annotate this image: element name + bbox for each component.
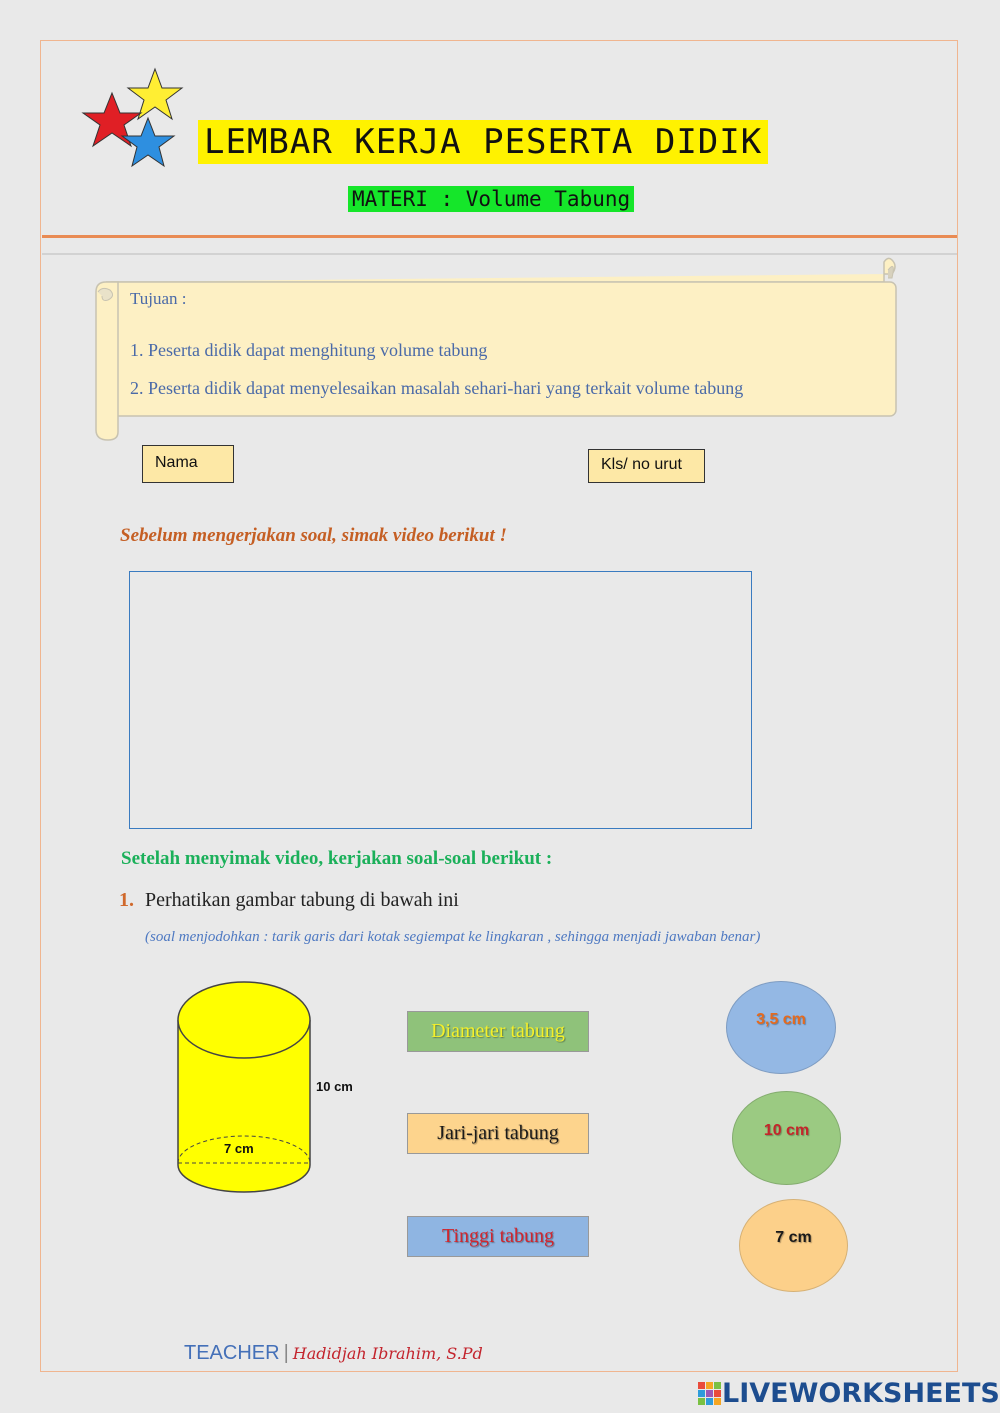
goal-item: 1. Peserta didik dapat menghitung volume tabung	[130, 340, 488, 360]
header-divider-secondary	[42, 253, 957, 255]
cylinder-height-label: 10 cm	[316, 1079, 353, 1094]
liveworksheets-logo[interactable]	[698, 1378, 1000, 1409]
goal-item: 2. Peserta didik dapat menyelesaikan masalah sehari-hari yang terkait volume tabung	[130, 378, 744, 398]
answer-circle[interactable]: 10 cm	[732, 1091, 841, 1185]
question-note: (soal menjodohkan : tarik garis dari kotak segiempat ke lingkaran , sehingga menjadi jawaban benar)	[145, 929, 761, 945]
cylinder-diameter-label: 7 cm	[224, 1141, 254, 1156]
liveworksheets-wordmark: LIVEWORKSHEETS	[722, 1378, 1000, 1409]
question-text: Perhatikan gambar tabung di bawah ini	[145, 889, 459, 911]
label-diameter[interactable]: Diameter tabung	[407, 1011, 589, 1052]
video-player[interactable]	[129, 571, 752, 829]
kelas-field[interactable]: Kls/ no urut	[588, 449, 705, 483]
question-number: 1.	[119, 889, 134, 911]
teacher-credit	[184, 1342, 483, 1365]
answer-circle[interactable]: 3,5 cm	[726, 981, 836, 1074]
soal-instruction: Setelah menyimak video, kerjakan soal-soal berikut :	[121, 848, 553, 869]
teacher-separator: |	[283, 1342, 289, 1364]
stars-logo	[78, 66, 188, 178]
nama-field[interactable]: Nama	[142, 445, 234, 483]
teacher-name: Hadidjah Ibrahim, S.Pd	[292, 1344, 483, 1363]
liveworksheets-grid-icon	[698, 1382, 722, 1406]
video-instruction: Sebelum mengerjakan soal, simak video berikut !	[120, 525, 507, 546]
blue-star-icon	[122, 118, 174, 166]
tujuan-heading: Tujuan :	[130, 289, 187, 308]
label-tinggi[interactable]: Tinggi tabung	[407, 1216, 589, 1257]
teacher-label: TEACHER	[184, 1342, 280, 1364]
answer-circle[interactable]: 7 cm	[739, 1199, 848, 1292]
yellow-star-icon	[128, 69, 182, 119]
worksheet-title: LEMBAR KERJA PESERTA DIDIK	[198, 120, 768, 164]
label-jari-jari[interactable]: Jari-jari tabung	[407, 1113, 589, 1154]
header-divider	[42, 235, 957, 238]
cylinder-figure	[170, 975, 370, 1200]
materi-subtitle: MATERI : Volume Tabung	[348, 186, 634, 212]
